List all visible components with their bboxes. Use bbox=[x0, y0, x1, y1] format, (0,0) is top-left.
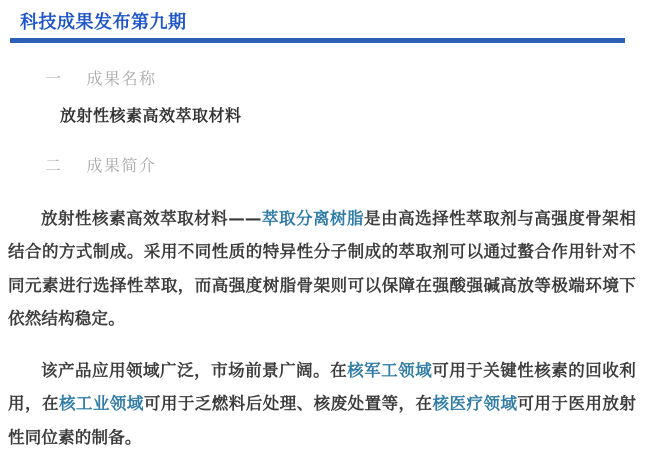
body-text-segment: 可用于乏燃料后处理、核废处置等，在 bbox=[144, 394, 433, 413]
section-label-text: 成果名称 bbox=[87, 69, 157, 88]
highlighted-term: 核工业领域 bbox=[59, 394, 144, 413]
highlighted-term: 萃取分离树脂 bbox=[262, 209, 364, 228]
page-title: 科技成果发布第九期 bbox=[20, 8, 187, 34]
highlighted-term: 核医疗领域 bbox=[433, 394, 518, 413]
intro-paragraph bbox=[8, 202, 636, 336]
section-heading-name bbox=[45, 66, 157, 89]
title-underline-bar bbox=[10, 38, 625, 43]
body-text-segment: 可用于关键性核素的回收利用，在 bbox=[8, 361, 636, 414]
section-number: 一 bbox=[45, 66, 63, 89]
section-label-text: 成果简介 bbox=[87, 156, 157, 175]
achievement-name: 放射性核素高效萃取材料 bbox=[60, 103, 242, 126]
body-text-segment: 该产品应用领域广泛，市场前景广阔。在 bbox=[41, 361, 347, 380]
body-text-segment: 是由高选择性萃取剂与高强度骨架相结合的方式制成。采用不同性质的特异性分子制成的萃取剂可以通过螯合作用针对不同元素进行选择性萃取，而高强度树脂骨架则可以保障在强酸强碱高放等极端环境下依然结构稳定。 bbox=[8, 209, 636, 329]
body-text-segment: 可用于医用放射性同位素的制备。 bbox=[8, 394, 636, 447]
highlighted-term: 核军工领域 bbox=[347, 361, 432, 380]
section-number: 二 bbox=[45, 153, 63, 176]
section-heading-intro bbox=[45, 153, 157, 176]
application-paragraph bbox=[8, 354, 636, 454]
body-text-segment: 放射性核素高效萃取材料—— bbox=[41, 209, 262, 228]
